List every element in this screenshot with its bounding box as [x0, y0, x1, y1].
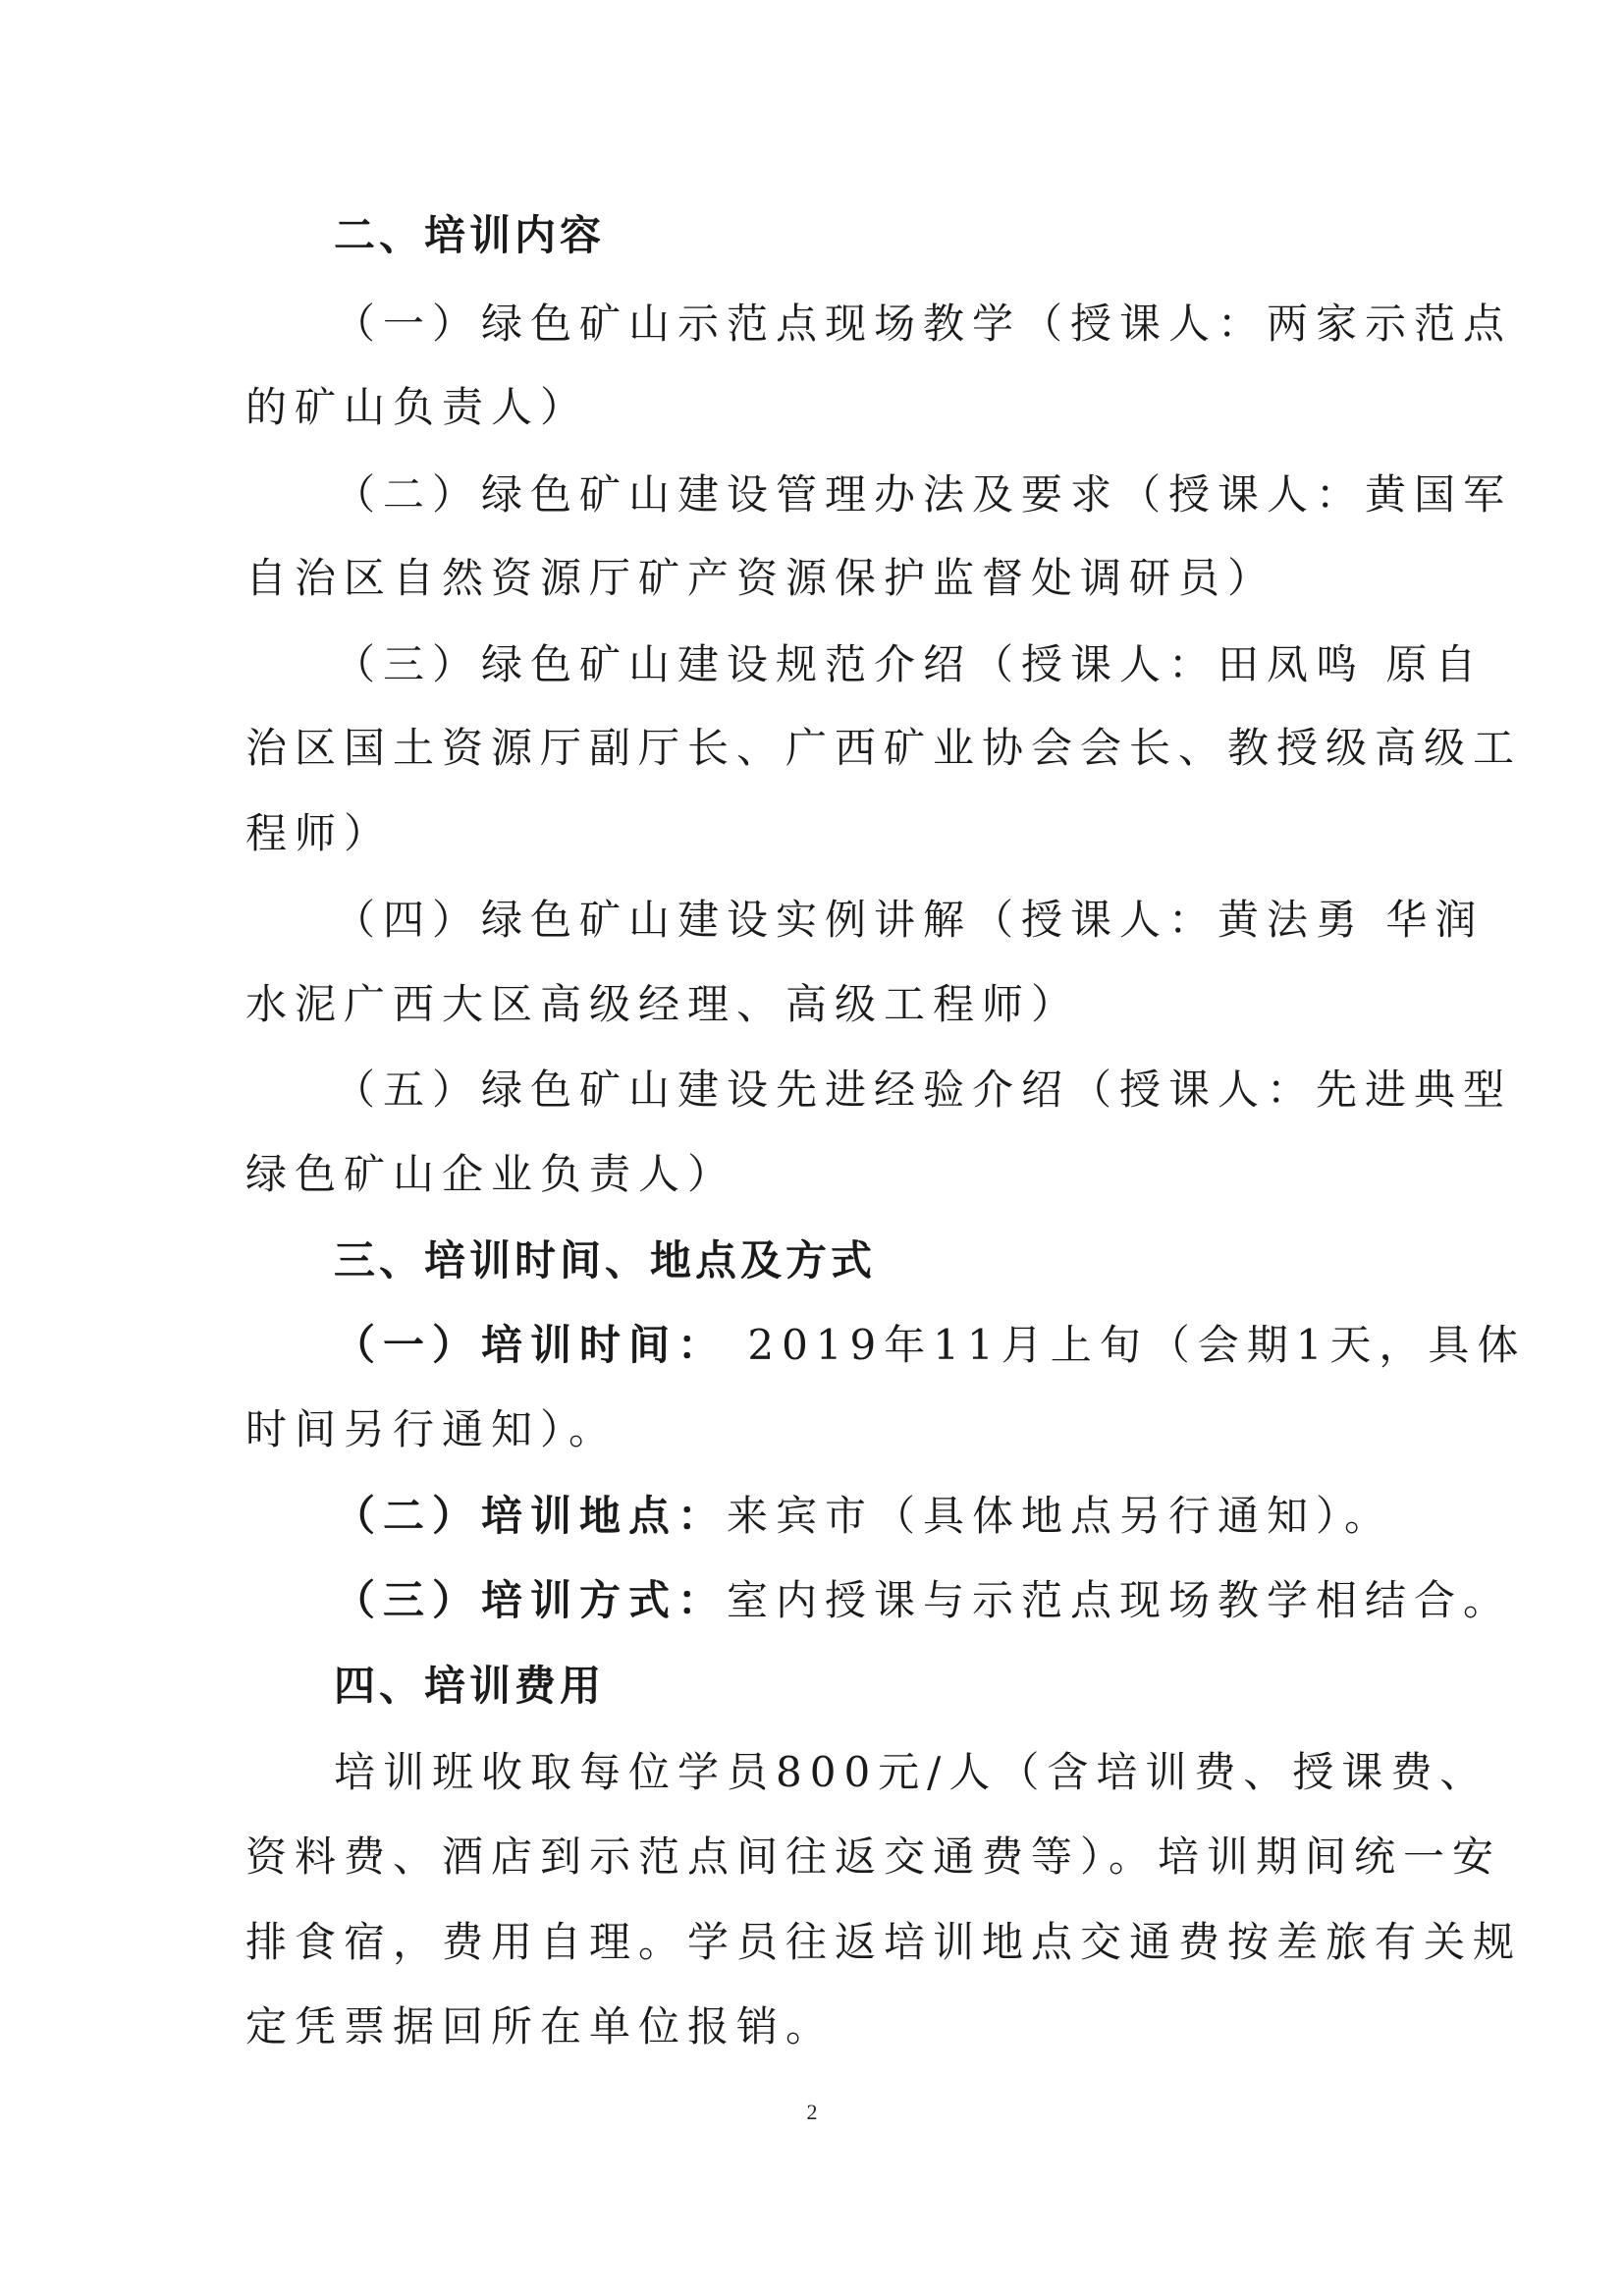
section-3-heading: 三、培训时间、地点及方式: [334, 1236, 877, 1285]
section-4-heading: 四、培训费用: [334, 1662, 606, 1710]
section-3-item-3-text: 室内授课与示范点现场教学相结合。: [727, 1576, 1513, 1624]
section-4-line-1: 培训班收取每位学员800元/人（含培训费、授课费、: [334, 1748, 1489, 1796]
section-2-heading: 二、培训内容: [334, 211, 606, 259]
section-2-item-1-line-2: 的矿山负责人）: [245, 383, 590, 431]
section-2-item-4-line-1: （四）绿色矿山建设实例讲解（授课人：黄法勇 华润: [334, 896, 1485, 944]
section-3-item-2-line-1: [334, 1488, 1393, 1545]
section-4-line-4: 定凭票据回所在单位报销。: [245, 2002, 836, 2050]
section-3-item-1-text: 2019年11月上旬（会期1天，具体: [727, 1321, 1527, 1369]
section-2-item-2-line-2: 自治区自然资源厅矿产资源保护监督处调研员）: [245, 554, 1277, 602]
section-2-item-1-line-1: （一）绿色矿山示范点现场教学（授课人：两家示范点: [334, 300, 1513, 348]
section-3-item-1-line-2: 时间另行通知）。: [245, 1405, 619, 1453]
section-2-item-3-line-1: （三）绿色矿山建设规范介绍（授课人：田凤鸣 原自: [334, 640, 1485, 688]
section-3-item-1-line-1: [334, 1317, 1526, 1374]
section-2-item-2-line-1: （二）绿色矿山建设管理办法及要求（授课人：黄国军: [334, 470, 1513, 519]
page-number: 2: [806, 2100, 818, 2124]
section-2-item-4-line-2: 水泥广西大区高级经理、高级工程师）: [245, 980, 1081, 1028]
section-2-item-3-line-3: 程师）: [245, 809, 394, 857]
section-3-item-1-label: （一）培训时间：: [334, 1321, 728, 1369]
section-3-item-2-text: 来宾市（具体地点另行通知）。: [727, 1492, 1394, 1540]
section-4-line-3: 排食宿，费用自理。学员往返培训地点交通费按差旅有关规: [245, 1918, 1523, 1966]
section-4-line-2: 资料费、酒店到示范点间往返交通费等）。培训期间统一安: [245, 1832, 1502, 1881]
section-3-item-3-line-1: [334, 1572, 1512, 1629]
section-2-item-5-line-1: （五）绿色矿山建设先进经验介绍（授课人：先进典型: [334, 1066, 1513, 1114]
section-2-item-5-line-2: 绿色矿山企业负责人）: [245, 1150, 737, 1198]
section-3-item-3-label: （三）培训方式：: [334, 1576, 728, 1624]
section-3-item-2-label: （二）培训地点：: [334, 1492, 728, 1540]
section-2-item-3-line-2: 治区国土资源厅副厅长、广西矿业协会会长、教授级高级工: [245, 724, 1523, 772]
